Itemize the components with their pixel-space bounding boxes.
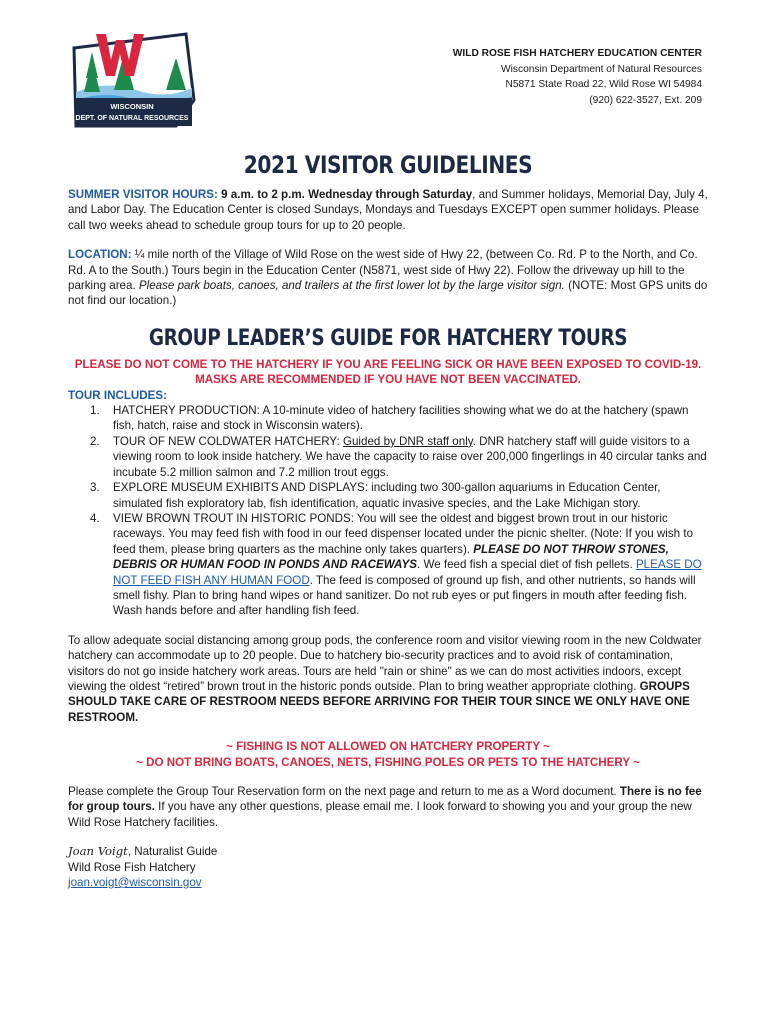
location-italic: Please park boats, canoes, and trailers at the first lower lot by the large visitor sign.	[138, 279, 565, 293]
list-item	[68, 480, 708, 511]
list-text-mid: . We feed fish a special diet of fish pellets.	[417, 558, 636, 572]
warning-line2: ~ DO NOT BRING BOATS, CANOES, NETS, FISHING POLES OR PETS TO THE HATCHERY ~	[136, 755, 640, 769]
distancing-bold: GROUPS SHOULD TAKE CARE OF RESTROOM NEEDS BEFORE ARRIVING FOR THEIR TOUR SINCE WE ONLY HAVE ONE RESTROOM.	[68, 679, 690, 724]
location-text: ¼ mile north of the Village of Wild Rose on the west side of Hwy 22, (between Co. Rd. P to the North, and Co. Rd. A to the South.) Tours begin in the Education Center (N5871, west side of Hwy 22). Follow the driveway up hill to the parking area.	[68, 248, 698, 293]
location	[68, 247, 708, 309]
logo-line2: DEPT. OF NATURAL RESOURCES	[75, 115, 189, 122]
list-num: 1.	[90, 404, 100, 418]
logo-line1: WISCONSIN	[110, 102, 154, 111]
hours-label: SUMMER VISITOR HOURS	[68, 188, 215, 201]
location-sep: :	[127, 248, 135, 262]
list-item	[68, 434, 708, 480]
signature-name: Joan Voigt	[68, 844, 128, 859]
list-item	[68, 511, 708, 619]
no-human-food-link[interactable]: PLEASE DO NOT FEED FISH ANY HUMAN FOOD	[113, 558, 702, 587]
org-name: WILD ROSE FISH HATCHERY EDUCATION CENTER	[452, 48, 702, 59]
covid-line2: MASKS ARE RECOMMENDED IF YOU HAVE NOT BEEN VACCINATED.	[195, 373, 581, 387]
closing-text1: Please complete the Group Tour Reservation form on the next page and return to me as a Word document.	[68, 785, 620, 798]
hours-text: , and Summer holidays, Memorial Day, July 4, and Labor Day. The Education Center is closed Sundays, Mondays and Tuesdays EXCEPT open summer holidays. Please call two weeks ahead to schedule group tours for up to 20 people.	[68, 188, 708, 232]
visitor-hours	[68, 187, 708, 233]
list-text: EXPLORE MUSEUM EXHIBITS AND DISPLAYS: including two 300-gallon aquariums in Education Center, simulated fish exploratory lab, fish identification, aquatic invasive species, and the Lake Michigan story.	[113, 481, 661, 510]
guide-title: GROUP LEADER’S GUIDE FOR HATCHERY TOURS	[148, 325, 628, 351]
covid-line1: PLEASE DO NOT COME TO THE HATCHERY IF YOU ARE FEELING SICK OR HAVE BEEN EXPOSED TO COVID-19.	[74, 357, 702, 371]
signature-line	[68, 844, 708, 859]
hours-sep: :	[214, 188, 222, 201]
distancing-text: To allow adequate social distancing among group pods, the conference room and visitor viewing room in the new Coldwater hatchery can accommodate up to 20 people. Due to hatchery bio-security practices and to avoid risk of contamination, visitors do not go inside hatchery work areas. Tours are held "rain or shine" as we can do most activities indoors, except viewing the oldest “retired” brown trout in the historic ponds outside. Plan to bring weather appropriate clothing.	[68, 633, 702, 693]
location-text2: (NOTE: Most GPS units do not find our location.)	[68, 279, 708, 308]
wdnr-logo	[66, 30, 198, 130]
hours-bold: 9 a.m. to 2 p.m. Wednesday through Saturday	[221, 188, 473, 201]
org-address: N5871 State Road 22, Wild Rose WI 54984	[505, 79, 702, 91]
closing-bold: There is no fee for group tours.	[68, 785, 702, 814]
list-text-post: . The feed is composed of ground up fish, and other nutrients, so hands will smell fishy. Plan to bring hand wipes or hand sanitizer. Do not rub eyes or put fingers in mouth after feeding fish. Wash hands before and after handling fish feed.	[113, 573, 696, 618]
document-body	[68, 150, 708, 890]
closing-text2: If you have any other questions, please email me. I look forward to showing you and your group the new Wild Rose Hatchery facilities.	[68, 800, 692, 829]
list-underline: Guided by DNR staff only	[342, 434, 473, 448]
list-bolditalic: PLEASE DO NOT THROW STONES, DEBRIS OR HUMAN FOOD IN PONDS AND RACEWAYS	[113, 542, 669, 572]
location-label: LOCATION	[68, 248, 128, 262]
closing-paragraph	[68, 784, 708, 830]
email-link[interactable]: joan.voigt@wisconsin.gov	[68, 876, 202, 890]
tour-list	[68, 403, 708, 619]
list-text: TOUR OF NEW COLDWATER HATCHERY:	[113, 434, 343, 448]
org-dept: Wisconsin Department of Natural Resources	[501, 63, 702, 75]
org-header	[453, 46, 702, 108]
list-text: HATCHERY PRODUCTION: A 10-minute video of hatchery facilities showing what we do at the hatchery (spawn fish, hatch, raise and stock in Wisconsin waters).	[113, 404, 689, 433]
list-item	[68, 403, 708, 434]
signature-org: Wild Rose Fish Hatchery	[68, 860, 196, 874]
warning-line1: ~ FISHING IS NOT ALLOWED ON HATCHERY PROPERTY ~	[226, 740, 550, 754]
tour-label: TOUR INCLUDES:	[68, 388, 167, 402]
list-num: 4.	[90, 511, 100, 525]
org-phone: (920) 622-3527, Ext. 209	[589, 94, 702, 106]
list-num: 3.	[90, 481, 100, 495]
list-text: VIEW BROWN TROUT IN HISTORIC PONDS: You will see the oldest and biggest brown trout in our historic raceways. You may feed fish with food in our feed dispenser located under the picnic shelter. (Note: If you wish to feed them, please bring quarters as the machine only takes quarters).	[113, 511, 694, 556]
signature-title: , Naturalist Guide	[127, 845, 218, 859]
page-title: 2021 VISITOR GUIDELINES	[243, 151, 533, 179]
list-text-post: . DNR hatchery staff will guide visitors to a viewing room to look inside hatchery. We have the capacity to raise over 200,000 fingerlings in 40 circular tanks and incubate 5.2 million salmon and 7.2 million trout eggs.	[113, 434, 707, 479]
distancing-paragraph	[68, 633, 708, 725]
list-num: 2.	[90, 434, 100, 448]
